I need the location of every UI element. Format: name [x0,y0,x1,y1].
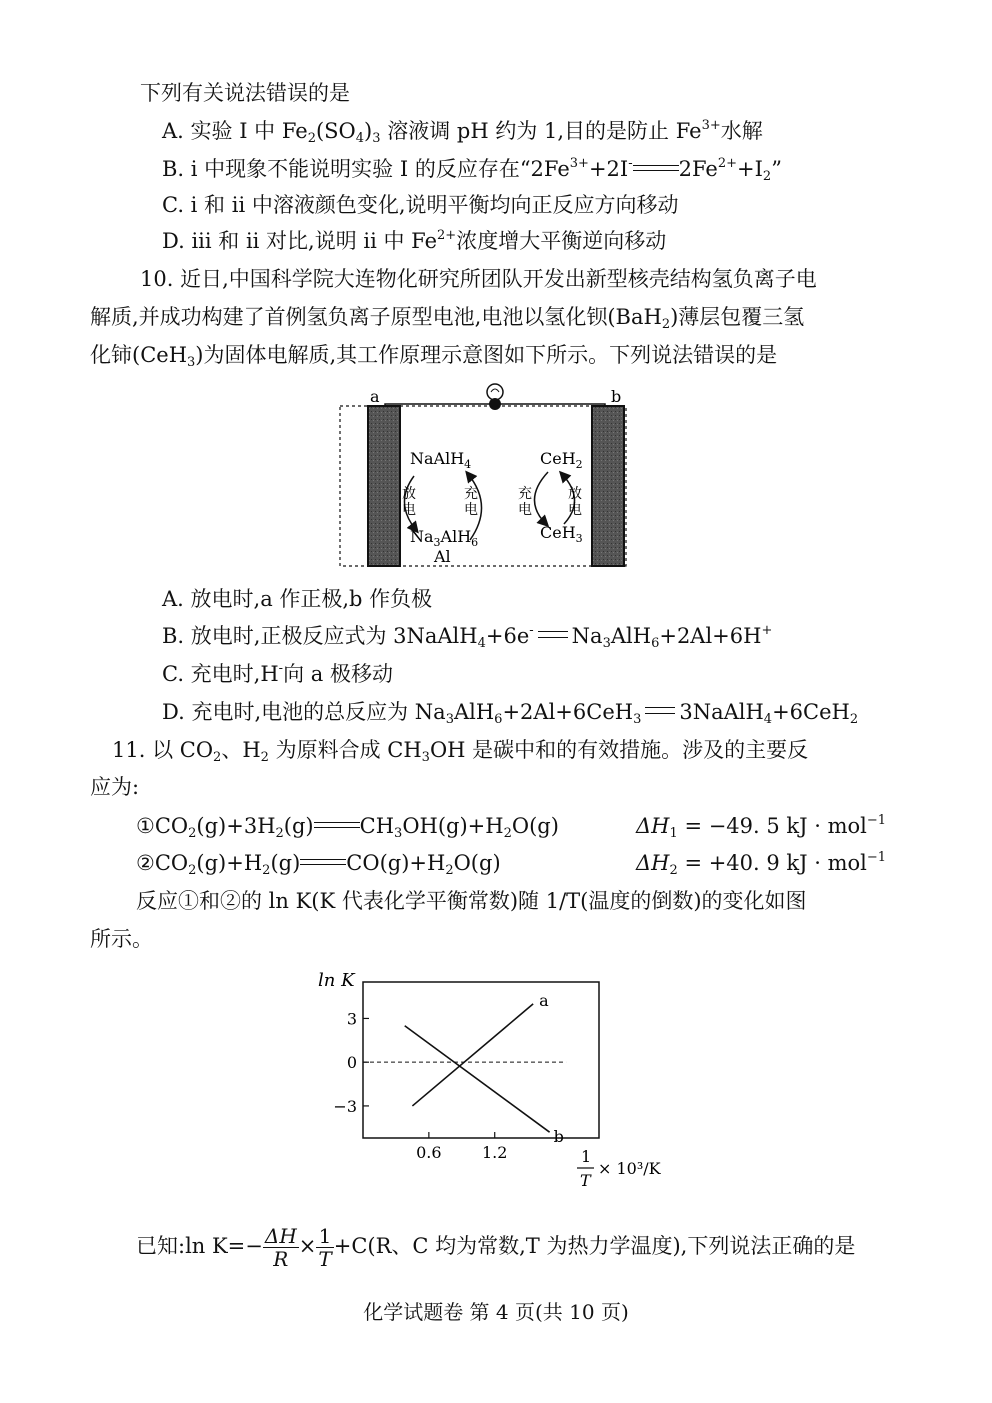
chart-frame [363,982,599,1138]
chart-ylabel: ln K [318,970,355,991]
q10-option-d: D. 充电时,电池的总反应为 $Na_3AlH_6+2Al+6CeH_3$ 3NaAlH$_4$+6CeH$_2$ [162,700,859,727]
q9-option-d: D. iii 和 ii 对比,说明 ii 中 $Fe^{2+}$浓度增大平衡逆向移动 [162,228,667,253]
left-charge-char1: 充 [464,486,478,502]
q9-option-c: C. i 和 ii 中溶液颜色变化,说明平衡均向正反应方向移动 [162,193,679,217]
y-tick-label: 0 [346,1053,357,1073]
series-b-label: b [553,1127,564,1147]
q9-option-a: A. 实验 I 中 $Fe_2(SO_4)_3$ 溶液调 pH 约为 1,目的是防止 $Fe^{3+}$水解 [162,118,763,146]
equals-sign-icon [538,630,568,640]
known-formula: 已知:ln K=− $\frac{\Delta H}{R}$ × $\frac{1}{T}$ +C(R、C 均为常数,T 为热力学温度),下列说法正确的是 [136,1224,856,1271]
equilibrium-arrow-icon [633,163,679,173]
reaction-1-enthalpy: $\Delta H_1 = -49$. 5 kJ · mol$^{-1}$ [636,813,887,841]
right-discharge-char2: 电 [568,502,582,518]
q10-stem-line3: 化铈(CeH$_3$)为固体电解质,其工作原理示意图如下所示。下列说法错误的是 [90,343,778,370]
left-discharge-char1: 放 [402,486,416,502]
al-label: Al [434,547,451,566]
left-charge-char2: 电 [464,502,478,518]
electrode-a [368,406,400,566]
q11-stem-line1: 11. 以 $CO_2$、$H_2$ 为原料合成 $CH_3OH$ 是碳中和的有效措施。涉及的主要反 [112,738,809,765]
page-footer: 化学试题卷 第 4 页(共 10 页) [363,1300,629,1324]
q10-option-b: B. 放电时,正极反应式为 3NaAlH$_4$+6e- $Na_3AlH_6+2Al+6H^+$ [162,623,773,651]
right-charge-char1: 充 [518,486,532,502]
nalah4-label: NaAlH$_4$ [410,449,472,471]
bulb-icon [487,384,503,410]
q11-description-line2: 所示。 [90,927,153,951]
reaction-1: $①CO_2(g)+3H_2(g)$ $CH_3OH(g)+H_2O(g)$ [136,814,559,841]
right-discharge-char1: 放 [568,486,582,502]
q9-option-b: B. i 中现象不能说明实验 I 的反应存在“$2Fe^{3+}+2I^-$ $2Fe^{2+}+I_2$” [162,156,782,184]
series-a-label: a [539,990,549,1010]
fraction-1-over-t: $\frac{1}{T}$ [318,1224,332,1271]
reaction-2: $②CO_2(g)+H_2(g)$ $CO(g)+H_2O(g)$ [136,851,501,878]
electrode-b [592,406,624,566]
ceh2-label: CeH$_2$ [540,449,583,471]
battery-diagram [330,378,630,574]
equilibrium-arrow-icon [300,857,346,867]
electrode-a-label: a [370,387,380,406]
x-tick-label: 0.6 [416,1143,442,1162]
lnk-chart [300,962,700,1194]
fraction-dh-over-r: $\frac{\Delta H}{R}$ [264,1224,297,1271]
na3alh6-label: $Na_3AlH_6$ [410,527,479,549]
electrode-b-label: b [611,387,622,406]
y-tick-label: 3 [346,1009,357,1029]
chart-xlabel-numerator: 1 [581,1147,592,1166]
y-tick-label: −3 [333,1096,357,1116]
x-tick-label: 1.2 [481,1143,508,1162]
q10-stem-line2: 解质,并成功构建了首例氢负离子原型电池,电池以氢化钡(BaH$_2$)薄层包覆三氢 [90,305,805,332]
q11-description-line1: 反应①和②的 ln K(K 代表化学平衡常数)随 1/T(温度的倒数)的变化如图 [136,889,807,913]
equals-sign-icon [645,706,675,716]
left-discharge-char2: 电 [402,502,416,518]
q10-option-a: A. 放电时,a 作正极,b 作负极 [162,587,433,611]
right-charge-arrow-icon [534,472,548,524]
chart-xlabel-denominator: T [580,1171,591,1190]
series-a-line [412,1004,533,1106]
q11-stem-line2: 应为: [90,775,140,799]
ceh3-label: CeH$_3$ [540,523,583,545]
series-b-line [405,1026,550,1132]
q9-stem: 下列有关说法错误的是 [140,81,350,105]
right-charge-char2: 电 [518,502,532,518]
equilibrium-arrow-icon [314,820,360,830]
reaction-2-enthalpy: $\Delta H_2 = +40$. 9 kJ · mol$^{-1}$ [636,850,887,878]
q10-option-c: C. 充电时,H-向 a 极移动 [162,661,393,686]
chart-xlabel-unit: × 10³/K [598,1159,661,1178]
q10-stem-line1: 10. 近日,中国科学院大连物化研究所团队开发出新型核壳结构氢负离子电 [140,267,817,291]
